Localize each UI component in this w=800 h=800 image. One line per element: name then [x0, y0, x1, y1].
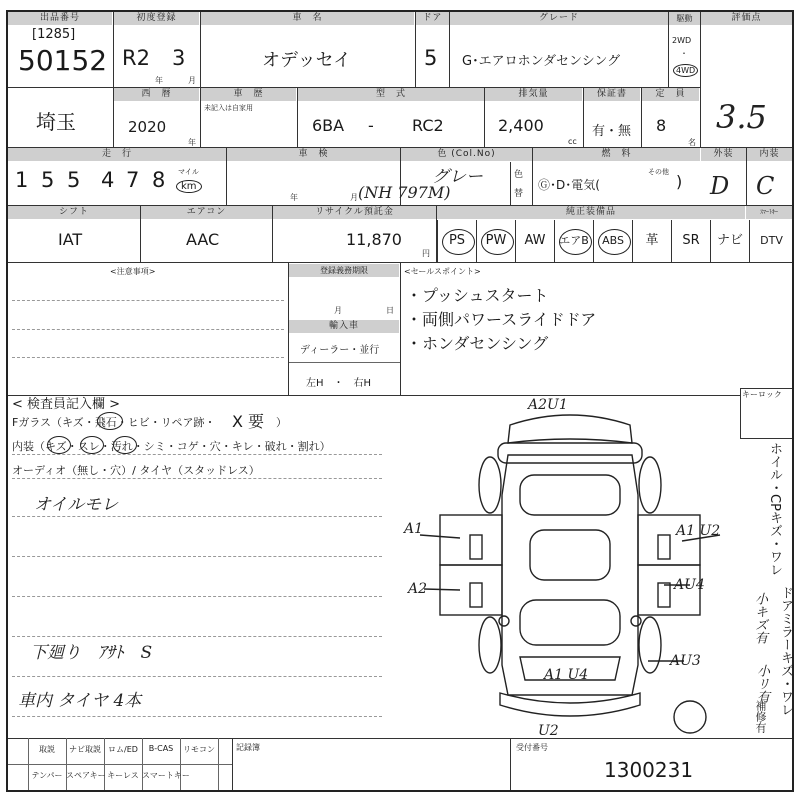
deadline-day: 日	[386, 306, 394, 315]
right-door-handle	[658, 583, 670, 607]
first-reg-month: 3	[172, 46, 186, 70]
option-item: エアB	[554, 220, 593, 262]
side-hand-note: 補修有	[754, 700, 767, 733]
damage-code: A1 U2	[676, 523, 721, 539]
inspection-month-unit: 月	[350, 193, 358, 202]
fuel-close: )	[676, 172, 683, 191]
recycle-header: リサイクル預託金	[273, 206, 436, 219]
damage-code: A1 U4	[544, 667, 589, 683]
drive-2wd: 2WD	[672, 36, 692, 45]
chassis-note: 未記入は自家用	[204, 104, 253, 112]
type-code: RC2	[412, 116, 444, 135]
capacity-unit: 名	[688, 138, 696, 147]
displacement-header: 排気量	[485, 88, 582, 101]
option-item: DTV	[749, 220, 793, 262]
chassis-header: 車 歴	[201, 88, 296, 101]
interior-header: 内装	[747, 148, 792, 161]
option-item: ナビ	[710, 220, 749, 262]
mirror-note: ドアミラーキズ・ワレ	[778, 586, 793, 716]
left-door-handle	[470, 583, 482, 607]
warranty-header: 保証書	[584, 88, 640, 101]
fuel-other: その他	[648, 168, 669, 176]
score: 3.5	[716, 98, 767, 136]
inspector-title: < 検査員記入欄 >	[12, 397, 121, 412]
damage-code: A2U1	[528, 397, 568, 413]
smart-key-header: ｽﾏｰﾄｷｰ	[746, 206, 792, 219]
option-item: ABS	[593, 220, 632, 262]
sales-points-label: <セールスポイント>	[404, 267, 481, 276]
mileage-digit: 8	[152, 168, 166, 192]
left-rear-wheel	[479, 457, 501, 513]
right-front-wheel	[639, 617, 661, 673]
key-lock-header: キーロック	[742, 390, 782, 399]
damage-code: A2	[408, 581, 428, 597]
roof	[530, 530, 610, 580]
accessory-item: ナビ取説	[69, 745, 101, 754]
exterior-grade: D	[710, 172, 730, 200]
option-item: PW	[476, 220, 515, 262]
model-year: 2020	[128, 118, 167, 136]
color-code: (NH 797M)	[358, 183, 451, 202]
sales-point: ・両側パワースライドドア	[406, 310, 597, 329]
option-item: SR	[671, 220, 710, 262]
grade-header: グレード	[450, 12, 668, 25]
doors-header: ドア	[416, 12, 449, 25]
year-unit: 年	[155, 76, 163, 85]
reception-number-label: 受付番号	[516, 743, 548, 752]
color-change-2: 替	[514, 189, 524, 199]
options-header: 純正装備品	[437, 206, 745, 219]
mileage-digit: 5	[41, 168, 55, 192]
car-damage-diagram	[404, 395, 721, 740]
drive-dot: ･	[682, 49, 686, 58]
front-bumper	[500, 693, 640, 716]
rear-bumper	[508, 415, 632, 443]
type-prefix: 6BA	[312, 116, 345, 135]
model-name: オデッセイ	[262, 50, 352, 71]
sales-point: ・ホンダセンシング	[406, 334, 549, 353]
handwritten-note: 車内 タイヤ 4本	[18, 691, 142, 711]
exterior-header: 外装	[701, 148, 746, 161]
mileage-unit-mile: マイル	[178, 168, 199, 176]
accessory-item: キーレス	[107, 771, 139, 780]
windshield-line-end: ）	[276, 416, 287, 429]
option-item: PS	[437, 220, 476, 262]
cc-unit: cc	[568, 137, 577, 146]
car-body	[502, 455, 638, 695]
handwritten-note: 下廻り ｱｻﾄ S	[30, 643, 153, 663]
first-reg-era: R2	[122, 46, 150, 70]
damage-code: A1	[404, 521, 424, 537]
damage-code: AU3	[670, 653, 701, 669]
side-hand-note: 小キズ有	[752, 592, 767, 644]
capacity: 8	[656, 116, 667, 135]
damage-code: U2	[538, 723, 559, 739]
inspection-header: 車 検	[227, 148, 400, 161]
ac-header: エアコン	[141, 206, 272, 219]
color: グレー	[432, 167, 483, 187]
windshield-mark: X 要	[232, 412, 265, 431]
registration-deadline-header: 登録義務期限	[289, 264, 399, 277]
left-front-wheel	[479, 617, 501, 673]
caution-label: <注意事項>	[110, 267, 156, 276]
recycle-fee: 11,870	[346, 230, 402, 249]
shift-header: シフト	[8, 206, 140, 219]
mileage-digit: 4	[101, 168, 115, 192]
interior-line: 内装（キズ・スレ・汚れ・シミ・コゲ・穴・キレ・破れ・割れ）	[12, 440, 331, 453]
mileage-digit: 5	[67, 168, 81, 192]
rear-panel	[498, 443, 642, 463]
accessory-item: スペアキー	[66, 771, 106, 780]
year-unit-2: 年	[188, 138, 196, 147]
rear-window	[520, 475, 620, 515]
drive-header: 駆動	[669, 12, 700, 25]
import-header: 輸入車	[289, 320, 399, 333]
left-rear-door	[440, 515, 502, 565]
import-value: ディーラー・並行	[300, 345, 380, 356]
accessory-item: ロム/ED	[108, 745, 138, 754]
damage-code: AU4	[674, 577, 705, 593]
lot-number: 50152	[18, 44, 108, 77]
left-door-handle	[470, 535, 482, 559]
reception-number: 1300231	[604, 758, 694, 782]
lot-sub-number: [1285]	[32, 27, 76, 42]
record-book-label: 記録簿	[236, 743, 260, 752]
right-door-handle	[658, 535, 670, 559]
windshield-line: Fガラス（キズ・飛石・ヒビ・リペア跡・	[12, 416, 216, 429]
mileage-unit-km: km	[176, 180, 202, 193]
doors: 5	[424, 46, 438, 70]
option-item: 革	[632, 220, 671, 262]
deadline-month: 月	[334, 306, 342, 315]
first-registration-header: 初度登録	[114, 12, 199, 25]
type-dash: -	[368, 116, 374, 135]
fuel-options: Ⓖ･D･電気(	[538, 178, 600, 192]
type-header: 型 式	[298, 88, 484, 101]
sales-point: ・プッシュスタート	[406, 286, 549, 305]
windshield	[520, 600, 620, 645]
interior-grade: C	[756, 172, 775, 200]
accessory-item: リモコン	[183, 745, 215, 754]
region: 埼玉	[36, 110, 76, 134]
option-item: AW	[515, 220, 554, 262]
mileage-header: 走 行	[8, 148, 226, 161]
drive-4wd: 4WD	[673, 64, 698, 77]
spare-tire	[674, 701, 706, 733]
right-rear-wheel	[639, 457, 661, 513]
shift: IAT	[58, 230, 83, 249]
month-unit: 月	[188, 76, 196, 85]
steering: 左H ・ 右H	[306, 378, 372, 389]
color-change-1: 色	[514, 170, 524, 180]
side-hand-note: 小リ有	[754, 664, 769, 703]
mileage-digit: 1	[15, 168, 29, 192]
handwritten-note: オイルモレ	[34, 495, 119, 515]
accessory-item: 取説	[39, 745, 55, 754]
year-header: 西 暦	[114, 88, 199, 101]
recycle-unit: 円	[422, 249, 430, 258]
color-header: 色 (Col.No)	[401, 148, 532, 161]
lot-number-header: 出品番号	[8, 12, 112, 25]
inspection-year-unit: 年	[290, 193, 298, 202]
left-mirror	[499, 616, 509, 626]
grade: G･エアロホンダセンシング	[462, 54, 621, 69]
audio-tire-line: オーディオ（無し・穴）/ タイヤ（スタッドレス）	[12, 464, 260, 477]
accessory-item: テンパー	[31, 771, 63, 780]
accessory-item: B-CAS	[148, 744, 174, 753]
mileage-digit: 7	[126, 168, 140, 192]
capacity-header: 定 員	[642, 88, 699, 101]
warranty: 有・無	[592, 124, 632, 139]
model-header: 車 名	[201, 12, 414, 25]
air-conditioning: AAC	[186, 230, 220, 249]
accessory-item: スマートキー	[142, 771, 190, 780]
score-header: 評価点	[701, 12, 792, 25]
fuel-header: 燃 料	[533, 148, 700, 161]
wheel-note: ホイル・CPキズ・ワレ	[767, 442, 782, 576]
displacement: 2,400	[498, 116, 544, 135]
right-mirror	[631, 616, 641, 626]
